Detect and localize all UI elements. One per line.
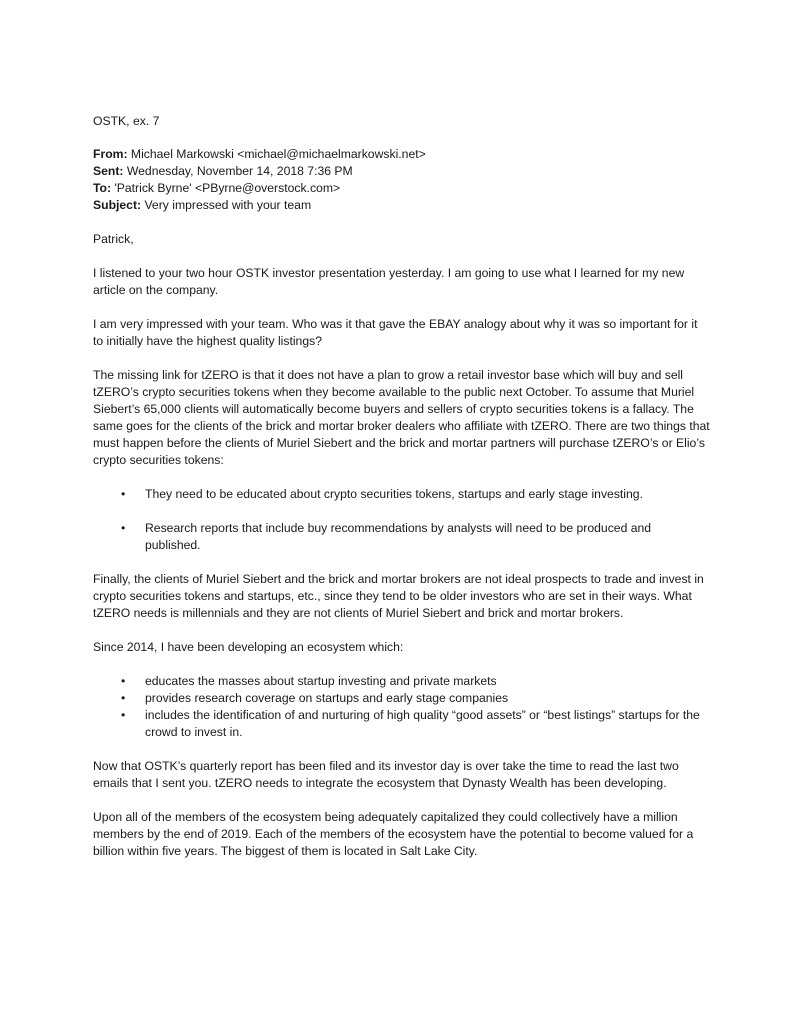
list-item: • educates the masses about startup investing and private markets <box>145 673 710 690</box>
to-value: 'Patrick Byrne' <PByrne@overstock.com> <box>114 181 341 195</box>
from-value: Michael Markowski <michael@michaelmarkowski.net> <box>130 147 426 161</box>
sent-line <box>93 163 710 180</box>
sent-value: Wednesday, November 14, 2018 7:36 PM <box>126 164 353 178</box>
paragraph-2: I am very impressed with your team. Who was it that gave the EBAY analogy about why it was so important for it to initially have the highest quality listings? <box>93 317 698 348</box>
paragraph-4: Finally, the clients of Muriel Siebert and the brick and mortar brokers are not ideal prospects to trade and invest in crypto securities tokens and startups, etc., since they tend to be older investors who are set in their ways. What tZERO needs is millennials and they are not clients of Muriel Siebert and brick and mortar brokers. <box>93 572 704 620</box>
subject-line <box>93 197 710 214</box>
paragraph-6: Now that OSTK’s quarterly report has been filed and its investor day is over take the time to read the last two emails that I sent you. tZERO needs to integrate the ecosystem that Dynasty Wealth has been developing. <box>93 759 679 790</box>
subject-label: Subject: <box>93 198 142 212</box>
paragraph-5: Since 2014, I have been developing an ecosystem which: <box>93 640 404 654</box>
to-line <box>93 180 710 197</box>
sent-label: Sent: <box>93 164 124 178</box>
exhibit-label: OSTK, ex. 7 <box>93 114 160 128</box>
from-line <box>93 146 710 163</box>
paragraph-7: Upon all of the members of the ecosystem being adequately capitalized they could collectively have a million members by the end of 2019. Each of the members of the ecosystem have the potential to become valued for a billion within five years. The biggest of them is located in Salt Lake City. <box>93 810 694 858</box>
list-item: • They need to be educated about crypto securities tokens, startups and early stage investing. <box>145 486 710 503</box>
greeting: Patrick, <box>93 232 134 246</box>
from-label: From: <box>93 147 128 161</box>
list-item: • Research reports that include buy recommendations by analysts will need to be produced and published. <box>145 520 710 554</box>
list-item: • provides research coverage on startups and early stage companies <box>145 690 710 707</box>
ecosystem-list <box>93 673 710 741</box>
to-label: To: <box>93 181 112 195</box>
subject-value: Very impressed with your team <box>144 198 312 212</box>
list-item: • includes the identification of and nurturing of high quality “good assets” or “best listings” startups for the crowd to invest in. <box>145 707 710 741</box>
paragraph-3: The missing link for tZERO is that it does not have a plan to grow a retail investor base which will buy and sell tZERO’s crypto securities tokens when they become available to the public next October. To assume that Muriel Siebert’s 65,000 clients will automatically become buyers and sellers of crypto securities tokens is a fallacy. The same goes for the clients of the brick and mortar broker dealers who affiliate with tZERO. There are two things that must happen before the clients of Muriel Siebert and the brick and mortar partners will purchase tZERO’s or Elio’s crypto securities tokens: <box>93 368 710 467</box>
paragraph-1: I listened to your two hour OSTK investor presentation yesterday. I am going to use what I learned for my new article on the company. <box>93 266 685 297</box>
email-headers <box>93 146 710 214</box>
requirements-list <box>93 486 710 554</box>
